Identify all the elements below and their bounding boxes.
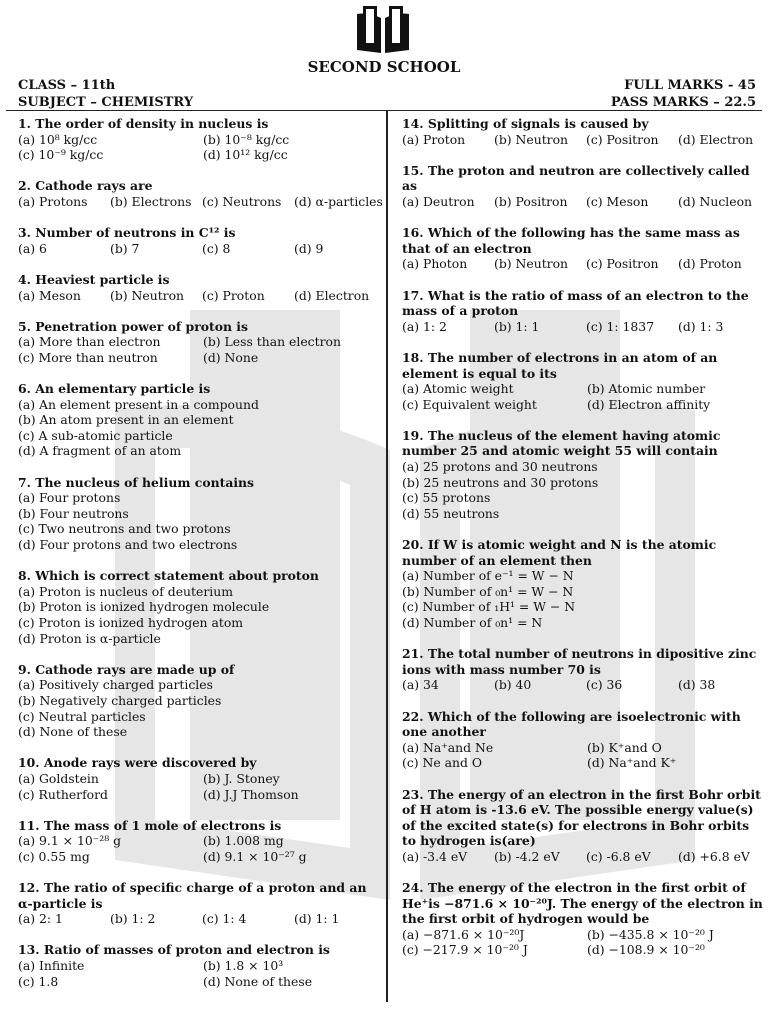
question-block [18,319,382,366]
answer-option: (d) 9 [294,240,324,256]
question-block [18,880,382,927]
question-spacer [402,693,764,709]
answer-option: (d) 55 neutrons [402,505,500,521]
question-text: 15. The proton and neutron are collectively called as [402,162,750,194]
answer-option: (b) 1: 1 [494,318,540,334]
answer-option: (a) 9.1 × 10⁻²⁸ g [18,833,122,849]
answer-option: (a) Na⁺and Ne [402,739,494,755]
answer-option: (c) Rutherford [18,786,108,802]
answer-option: (c) Neutrons [202,193,282,209]
answer-option: (d) A fragment of an atom [18,443,182,459]
question-text: 4. Heaviest particle is [18,271,170,287]
question-spacer [18,865,382,881]
answer-option: (d) Na⁺and K⁺ [587,755,677,771]
question-block [18,568,382,646]
answer-option: (b) J. Stoney [203,770,280,786]
question-text: 9. Cathode rays are made up of [18,661,235,677]
question-spacer [402,210,764,226]
question-spacer [18,459,382,475]
answer-option: (a) Photon [402,256,468,272]
answer-option: (c) 36 [586,677,623,693]
answer-option: (d) α-particles [294,193,383,209]
answer-option: (c) Two neutrons and two protons [18,521,231,537]
answer-option: (c) Positron [586,131,659,147]
answer-option: (d) Number of ₀n¹ = N [402,615,543,630]
answer-options [18,194,382,210]
answer-option: (a) 2: 1 [18,911,63,927]
answer-option: (b) Electrons [110,193,192,209]
answer-option: (b) 7 [110,240,140,256]
question-text: 17. What is the ratio of mass of an electron to the mass of a proton [402,287,749,319]
answer-option: (a) −871.6 × 10⁻²⁰J [402,926,525,942]
answer-option: (c) -6.8 eV [586,848,651,864]
answer-option: (a) An element present in a compound [18,396,259,412]
question-block [18,475,382,553]
question-text: 3. Number of neutrons in C¹² is [18,225,236,241]
answer-option: (b) Less than electron [203,334,341,350]
answer-option: (d) 1: 1 [294,911,340,927]
question-block [18,116,382,163]
answer-option: (b) -4.2 eV [494,848,560,864]
answer-option: (c) 55 protons [402,490,491,506]
question-text: 8. Which is correct statement about proton [18,568,319,584]
column-divider [386,111,388,1002]
answer-options [18,677,382,739]
answer-options [402,459,764,521]
question-text: 21. The total number of neutrons in dipositive zinc ions with mass number 70 is [402,646,757,677]
answer-option: (b) Negatively charged particles [18,692,222,708]
question-block [18,225,382,256]
answer-options [402,132,764,148]
answer-option: (c) 1: 4 [202,911,247,927]
answer-option: (c) 1.8 [18,973,59,989]
answer-options [18,241,382,257]
answer-option: (c) Positron [586,256,659,272]
question-block [18,662,382,740]
answer-option: (c) 1: 1837 [586,318,655,334]
question-block [402,350,764,412]
question-text: 7. The nucleus of helium contains [18,474,255,490]
answer-option: (a) Meson [18,287,81,303]
answer-option: (b) −435.8 × 10⁻²⁰ J [587,926,714,942]
answer-options [18,490,382,552]
question-block [402,225,764,272]
answer-option: (c) 10⁻⁹ kg/cc [18,147,104,163]
answer-options [402,677,764,693]
answer-option: (c) 8 [202,240,231,256]
answer-option: (b) Number of ₀n¹ = W − N [402,583,574,599]
question-spacer [402,334,764,350]
answer-options [18,334,382,365]
answer-options [18,397,382,459]
answer-option: (d) None [203,349,259,365]
question-spacer [18,802,382,818]
answer-option: (c) Proton [202,287,265,303]
answer-option: (c) Equivalent weight [402,396,537,412]
answer-option: (b) Proton is ionized hydrogen molecule [18,599,270,615]
question-block [18,381,382,459]
answer-option: (b) Neutron [494,131,569,147]
answer-options [402,319,764,335]
question-text: 11. The mass of 1 mole of electrons is [18,817,282,833]
question-spacer [18,989,382,1005]
question-block [18,818,382,865]
answer-option: (b) Four neutrons [18,505,129,521]
question-spacer [18,256,382,272]
left-question-column [18,116,382,1005]
question-spacer [18,646,382,662]
question-text: 23. The energy of an electron in the first Bohr orbit of H atom is -13.6 eV. The possible energy value(s) of the excited state(s) for electrons in Bohr orbits to hydrogen is(are) [402,786,761,849]
answer-options [402,256,764,272]
question-spacer [18,927,382,943]
question-text: 18. The number of electrons in an atom of an element is equal to its [402,349,718,381]
question-block [402,288,764,335]
question-block [402,646,764,693]
answer-option: (a) More than electron [18,334,161,350]
answer-options [18,958,382,989]
question-text: 13. Ratio of masses of proton and electron is [18,942,330,958]
question-text: 12. The ratio of specific charge of a proton and an α-particle is [18,880,367,911]
question-block [402,116,764,147]
question-spacer [18,553,382,569]
answer-option: (d) 10¹² kg/cc [203,147,288,163]
answer-options [402,927,764,958]
answer-option: (b) 1.008 mg [203,833,284,849]
answer-option: (a) 34 [402,677,439,693]
open-book-logo-icon [355,6,411,54]
answer-option: (a) 1: 2 [402,318,447,334]
class-label: CLASS – 11th [18,78,116,93]
answer-option: (a) Positively charged particles [18,677,213,693]
answer-option: (a) Atomic weight [402,381,514,397]
answer-options [402,568,764,630]
exam-header [0,0,768,112]
question-spacer [18,366,382,382]
question-spacer [402,521,764,537]
answer-option: (b) Neutron [110,287,185,303]
answer-option: (d) Electron affinity [587,396,711,412]
question-block [18,178,382,209]
question-text: 1. The order of density in nucleus is [18,116,269,131]
answer-option: (a) Four protons [18,490,121,506]
question-text: 5. Penetration power of proton is [18,318,248,334]
answer-option: (b) Neutron [494,256,569,272]
answer-option: (c) Proton is ionized hydrogen atom [18,615,244,630]
answer-options [402,194,764,210]
question-block [18,755,382,802]
question-text: 24. The energy of the electron in the first orbit of He⁺is −871.6 × 10⁻²⁰J. The energy of the electron in the first orbit of hydrogen would be [402,880,763,927]
question-spacer [18,163,382,179]
question-block [402,428,764,522]
answer-option: (d) Proton is α-particle [18,630,161,646]
answer-option: (a) Goldstein [18,770,99,786]
answer-option: (b) Positron [494,193,568,209]
answer-option: (b) 10⁻⁸ kg/cc [203,131,290,147]
school-name: SECOND SCHOOL [307,58,461,76]
pass-marks: PASS MARKS – 22.5 [610,95,756,110]
answer-option: (a) Number of e⁻¹ = W − N [402,568,574,584]
answer-option: (d) None of these [18,724,128,740]
answer-option: (a) Proton [402,131,466,147]
answer-option: (a) Infinite [18,958,85,974]
answer-options [18,132,382,163]
answer-options [18,771,382,802]
answer-options [402,849,764,865]
question-block [402,163,764,210]
question-block [18,942,382,989]
answer-option: (d) Electron [294,287,370,303]
question-spacer [402,771,764,787]
full-marks: FULL MARKS - 45 [624,78,756,93]
answer-option: (d) Proton [678,256,742,272]
question-block [402,709,764,771]
answer-option: (d) Four protons and two electrons [18,537,238,553]
answer-option: (d) J.J Thomson [203,786,299,802]
answer-option: (c) 0.55 mg [18,848,90,864]
question-spacer [18,303,382,319]
question-text: 6. An elementary particle is [18,381,211,397]
answer-option: (c) A sub-atomic particle [18,427,173,443]
answer-option: (d) None of these [203,973,313,989]
question-text: 14. Splitting of signals is caused by [402,116,649,131]
question-spacer [402,631,764,647]
answer-options [18,288,382,304]
answer-option: (c) Ne and O [402,755,483,771]
question-text: 10. Anode rays were discovered by [18,755,257,771]
answer-option: (d) 1: 3 [678,318,724,334]
question-spacer [402,958,764,974]
answer-option: (c) Number of ₁H¹ = W − N [402,599,576,615]
answer-options [402,740,764,771]
answer-option: (c) More than neutron [18,349,158,365]
answer-option: (b) K⁺and O [587,739,662,755]
answer-option: (d) +6.8 eV [678,848,750,864]
question-text: 2. Cathode rays are [18,178,153,194]
answer-option: (a) Deutron [402,193,475,209]
answer-option: (d) 9.1 × 10⁻²⁷ g [203,848,307,864]
answer-option: (a) 6 [18,240,47,256]
answer-option: (d) −108.9 × 10⁻²⁰ [587,942,705,958]
question-spacer [402,865,764,881]
answer-options [18,584,382,646]
question-block [402,537,764,631]
answer-option: (a) 25 protons and 30 neutrons [402,459,598,475]
answer-option: (d) Electron [678,131,754,147]
answer-option: (d) Nucleon [678,193,753,209]
answer-options [402,381,764,412]
answer-option: (b) Atomic number [587,381,706,397]
answer-option: (b) 25 neutrons and 30 protons [402,474,599,490]
question-text: 20. If W is atomic weight and N is the atomic number of an element then [402,537,717,568]
question-spacer [402,272,764,288]
question-block [18,272,382,303]
answer-option: (c) Meson [586,193,649,209]
question-text: 19. The nucleus of the element having atomic number 25 and atomic weight 55 will contain [402,427,721,459]
question-text: 16. Which of the following has the same mass as that of an electron [402,225,740,256]
answer-option: (a) -3.4 eV [402,848,468,864]
question-block [402,787,764,865]
answer-option: (b) An atom present in an element [18,412,234,428]
answer-option: (c) −217.9 × 10⁻²⁰ J [402,942,528,958]
answer-option: (d) 38 [678,677,716,693]
right-question-column [402,116,764,974]
question-spacer [18,740,382,756]
answer-option: (b) 1.8 × 10³ [203,958,284,974]
answer-option: (b) 1: 2 [110,911,156,927]
answer-option: (a) Proton is nucleus of deuterium [18,583,233,599]
question-spacer [402,412,764,428]
answer-option: (b) 40 [494,677,532,693]
answer-options [18,833,382,864]
answer-option: (c) Neutral particles [18,708,146,724]
question-block [402,880,764,958]
answer-option: (a) Protons [18,193,88,209]
subject-label: SUBJECT – CHEMISTRY [18,95,194,110]
question-text: 22. Which of the following are isoelectronic with one another [402,708,741,740]
answer-options [18,911,382,927]
question-spacer [18,210,382,226]
question-spacer [402,147,764,163]
answer-option: (a) 10⁸ kg/cc [18,131,98,147]
